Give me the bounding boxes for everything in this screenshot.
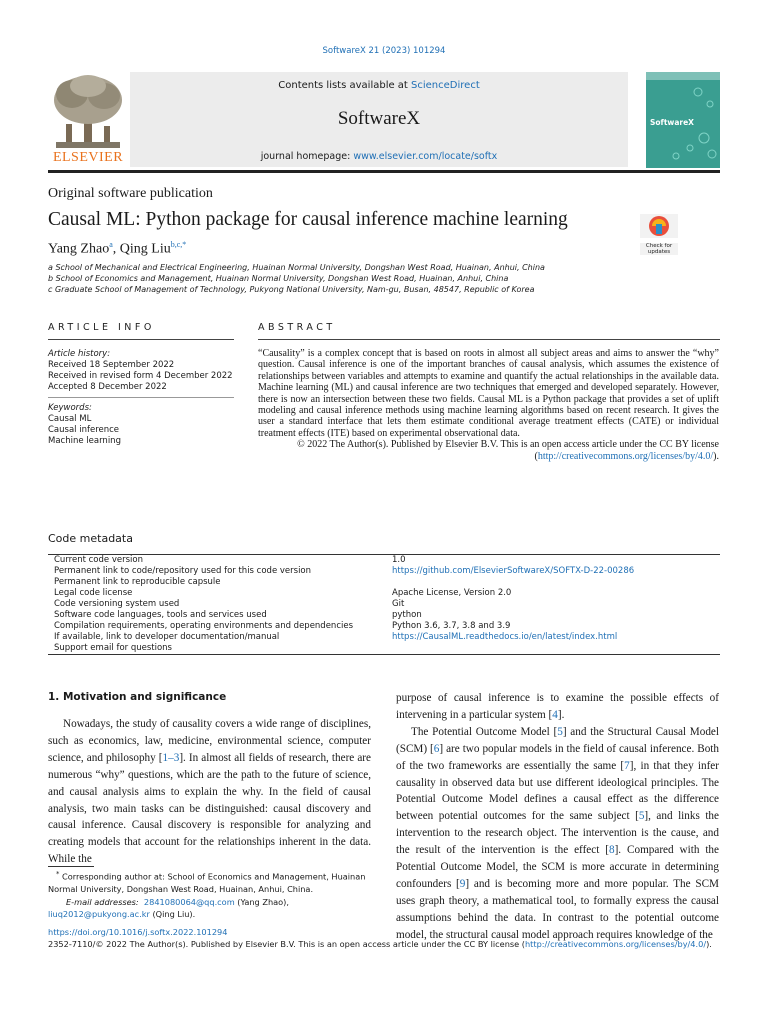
journal-name: SoftwareX xyxy=(337,108,421,129)
abstract-heading: ABSTRACT xyxy=(258,322,336,333)
citation-link[interactable]: 5 xyxy=(638,810,645,823)
text-run: The Potential Outcome Model [ xyxy=(411,725,558,738)
issn-text: 2352-7110/© 2022 The Author(s). Published by Elsevier B.V. This is an open access article under the CC BY license ( xyxy=(48,938,525,949)
issn-line xyxy=(48,939,712,951)
crossmark-line-1: Check for xyxy=(645,243,673,249)
text-run: ]. In almost all fields of research, there are numerous “why” questions, which are the path to the future of science, and causal analysis aims to explain the why. In the field of causal analysis, two main tasks can be distinguished: causal discovery and causal inference. Causal discovery is responsible for analyzing and creating models that account for the relationships inherent in the data. While the xyxy=(48,751,371,866)
journal-cover[interactable] xyxy=(646,72,720,168)
article-info-heading: ARTICLE INFO xyxy=(48,322,155,333)
crossmark-label xyxy=(640,243,678,255)
abstract-body xyxy=(258,348,719,462)
history-accepted: Accepted 8 December 2022 xyxy=(48,382,167,392)
text-run: ] and the Structural Causal Model (SCM) [ xyxy=(396,725,720,755)
email-owner: (Qing Liu). xyxy=(152,909,196,920)
text-run: purpose of causal inference is to examine the possible effects of intervening in a particular system [ xyxy=(396,692,719,721)
text-run: ]. Compared with the Potential Outcome Model, the SCM is more accurate in determining confounders [ xyxy=(396,844,719,890)
crossmark-icon xyxy=(640,214,678,238)
metadata-label: Permanent link to reproducible capsule xyxy=(54,577,221,587)
metadata-value: Apache License, Version 2.0 xyxy=(392,588,512,598)
metadata-value: Git xyxy=(392,599,405,609)
license-open-paren: ( xyxy=(534,450,538,462)
text-run: ], in that they infer causality in observed data but use different ideological principles. The Potential Outcome Model defines a causal effect as the difference between potential outcomes for the same subject [ xyxy=(396,759,719,823)
email-line xyxy=(48,896,378,909)
table-row xyxy=(48,577,720,588)
citation-link[interactable]: 1–3 xyxy=(162,751,180,764)
metadata-label: Code versioning system used xyxy=(54,599,180,609)
cover-top-strip xyxy=(646,72,720,80)
body-paragraph xyxy=(396,690,719,724)
right-column xyxy=(396,690,719,944)
email-owner: (Yang Zhao), xyxy=(237,896,289,907)
tree-icon xyxy=(48,72,128,150)
repository-link[interactable]: https://github.com/ElsevierSoftwareX/SOFTX-D-22-00286 xyxy=(392,566,635,576)
table-row xyxy=(48,632,720,643)
body-paragraph xyxy=(396,724,719,944)
metadata-label: Current code version xyxy=(54,555,143,565)
license-text: © 2022 The Author(s). Published by Elsevier B.V. This is an open access article under the CC BY license xyxy=(297,439,719,451)
info-divider xyxy=(48,397,234,398)
history-revised: Received in revised form 4 December 2022 xyxy=(48,371,233,381)
citation-link[interactable]: 8 xyxy=(608,844,615,857)
page-footer xyxy=(48,927,712,950)
citation-link[interactable]: 5 xyxy=(557,725,563,738)
text-run: ] and is becoming more and more popular. The SCM uses graph theory, a mathematical tool, to formally express the causal assumptions behind the data. In contrast to the potential outcome model, the structural causal model approach requires knowledge of the xyxy=(396,877,719,941)
crossmark-line-2: updates xyxy=(647,249,671,255)
corresponding-author-note xyxy=(48,868,378,896)
code-metadata-table xyxy=(48,554,720,655)
article-title: Causal ML: Python package for causal inference machine learning xyxy=(48,209,568,230)
keyword: Causal inference xyxy=(48,425,120,435)
documentation-link[interactable]: https://CausalML.readthedocs.io/en/latest/index.html xyxy=(392,632,618,642)
contents-prefix: Contents lists available at xyxy=(278,80,412,91)
table-row xyxy=(48,621,720,632)
metadata-label: Software code languages, tools and services used xyxy=(54,610,267,620)
journal-reference[interactable]: SoftwareX 21 (2023) 101294 xyxy=(322,46,446,56)
footer-license-link[interactable]: http://creativecommons.org/licenses/by/4.0/ xyxy=(524,938,707,949)
metadata-label: Legal code license xyxy=(54,588,133,598)
contents-line xyxy=(130,80,628,91)
citation-link[interactable]: 6 xyxy=(433,742,440,755)
body-paragraph xyxy=(48,716,371,868)
text-run: ] are two popular models in the field of causal inference. Both of the two frameworks are essentially the same [ xyxy=(396,742,719,772)
text-run: ]. xyxy=(557,708,565,721)
history-label: Article history: xyxy=(48,349,111,359)
metadata-label: Support email for questions xyxy=(54,643,172,653)
license-close-paren: ). xyxy=(713,450,719,462)
affiliation-c: c Graduate School of Management of Technology, Pukyong National University, Nam-gu, Busan, 48547, Republic of Korea xyxy=(48,285,535,294)
sciencedirect-link[interactable]: ScienceDirect xyxy=(411,80,480,91)
email-line xyxy=(48,908,378,921)
affiliation-a: a School of Mechanical and Electrical Engineering, Huainan Normal University, Dongshan West Road, Huainan, Anhui, China xyxy=(48,263,545,272)
citation-link[interactable]: 9 xyxy=(459,877,466,890)
publisher-wordmark: ELSEVIER xyxy=(52,150,124,165)
metadata-label: Compilation requirements, operating environments and dependencies xyxy=(54,621,354,631)
license-statement xyxy=(258,439,719,462)
keywords-label: Keywords: xyxy=(48,403,92,413)
table-row xyxy=(48,555,720,566)
article-info-rule xyxy=(48,339,234,340)
footnote xyxy=(48,868,378,921)
homepage-prefix: journal homepage: xyxy=(260,151,354,162)
publication-type: Original software publication xyxy=(48,186,213,201)
email-label: E-mail addresses: xyxy=(66,896,139,907)
text-run: ], and links the intervention to the research object. The intervention is the cause, and the result of the intervention is the effect [ xyxy=(396,810,719,857)
table-row xyxy=(48,643,720,654)
affiliation-marker[interactable]: b,c,* xyxy=(170,240,187,249)
abstract-paragraph: “Causality” is a complex concept that is based on roots in almost all subject areas and aims to answer the “why” question. Causal inference is one of the important branches of causal analysis, which assumes the existence of relationships between variables and attempts to examine and quantify the actual relationships in the available data. Machine learning (ML) and causal inference are two techniques that emerged and developed separately. However, there is now an intersection between these two fields. Causal ML is a Python package that provides a set of uplift modeling and causal inference methods using machine learning algorithms based on recent research. It gives the user a standard interface that lets them estimate conditional average treatment effects (CATE) or individual treatment effects (ITE) based on experimental observational data. xyxy=(258,348,719,439)
affiliation-marker[interactable]: a xyxy=(109,240,113,249)
metadata-label: Permanent link to code/repository used for this code version xyxy=(54,566,312,576)
author-separator: , xyxy=(112,241,120,257)
email-link[interactable]: liuq2012@pukyong.ac.kr xyxy=(48,909,150,920)
license-link[interactable]: http://creativecommons.org/licenses/by/4.0/ xyxy=(537,450,714,462)
author-name: Yang Zhao xyxy=(48,241,110,257)
metadata-value: python xyxy=(392,610,422,620)
keyword: Causal ML xyxy=(48,414,92,424)
keyword: Machine learning xyxy=(48,436,121,446)
issn-close: ). xyxy=(706,938,712,949)
table-row xyxy=(48,610,720,621)
corresponding-text: Corresponding author at: School of Economics and Management, Huainan Normal University, Dongshan West Road, Huainan, Anhui, China. xyxy=(48,871,366,895)
table-row xyxy=(48,588,720,599)
citation-link[interactable]: 7 xyxy=(624,759,630,772)
cover-title: SoftwareX xyxy=(650,118,694,127)
metadata-value: 1.0 xyxy=(392,555,406,565)
crossmark-badge[interactable] xyxy=(640,214,678,255)
footnote-marker: * xyxy=(56,870,60,878)
doi-link[interactable]: https://doi.org/10.1016/j.softx.2022.101294 xyxy=(48,927,228,937)
homepage-line xyxy=(130,151,628,162)
metadata-value: Python 3.6, 3.7, 3.8 and 3.9 xyxy=(392,621,511,631)
table-row xyxy=(48,599,720,610)
affiliation-b: b School of Economics and Management, Huainan Normal University, Dongshan West Road, Huainan, Anhui, China xyxy=(48,274,509,283)
footnote-rule xyxy=(48,866,94,867)
abstract-rule xyxy=(258,339,720,340)
table-row xyxy=(48,566,720,577)
author-list xyxy=(48,240,186,258)
homepage-link[interactable]: www.elsevier.com/locate/softx xyxy=(353,151,498,162)
left-column xyxy=(48,716,371,868)
email-link[interactable]: 2841080064@qq.com xyxy=(143,896,235,907)
text-run: Nowadays, the study of causality covers a wide range of disciplines, such as economics, law, medicine, environmental science, computer science, and philosophy [ xyxy=(48,718,371,764)
code-metadata-title: Code metadata xyxy=(48,532,133,545)
citation-link[interactable]: 4 xyxy=(552,708,558,721)
history-received: Received 18 September 2022 xyxy=(48,360,175,370)
section-heading: 1. Motivation and significance xyxy=(48,691,227,703)
author-name: Qing Liu xyxy=(119,241,171,257)
metadata-label: If available, link to developer documentation/manual xyxy=(54,632,280,642)
header-rule xyxy=(48,170,720,173)
